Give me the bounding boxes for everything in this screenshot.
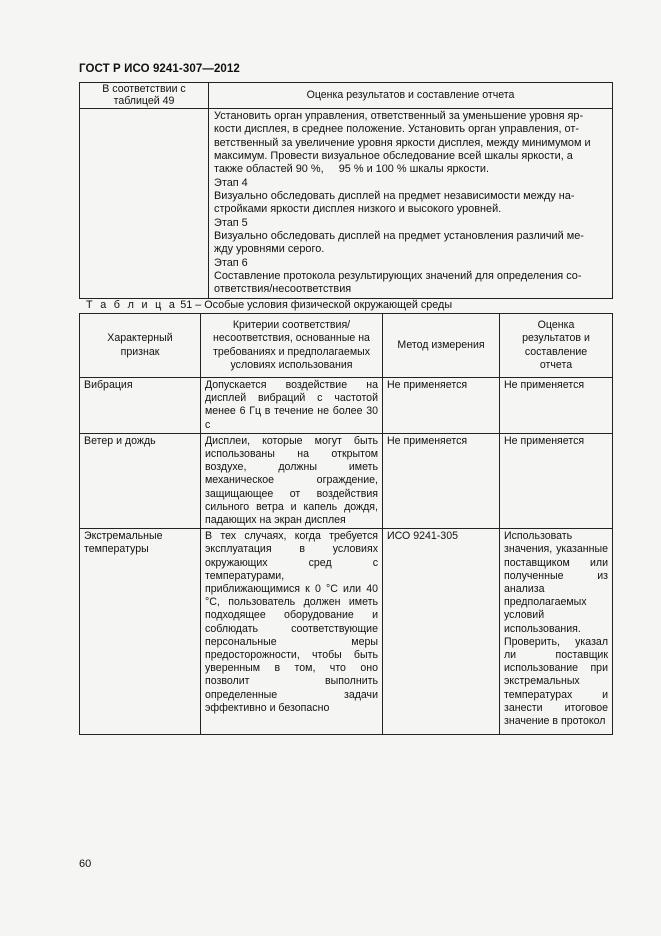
- evaluation-cell: Использовать значения, указанные поставщиком или полученные из анализа предполагаемых условий использования. Проверить, указал ли поставщик использование при экстремальных температурах и занести итоговое значение в протокол: [500, 529, 613, 735]
- text-line: также областей 90 %, 95 % и 100 % шкалы яркости.: [214, 163, 490, 176]
- text-line: Установить орган управления, ответственный за уменьшение уровня яр-: [214, 110, 584, 122]
- header-method: Метод измерения: [383, 314, 500, 378]
- caption-text: 51 – Особые условия физической окружающей среды: [177, 299, 453, 311]
- criteria-cell: В тех случаях, когда требуется эксплуатация в условиях окружающих сред с температурами, приближающимися к 0 °С или 40 °С, пользователь должен иметь подходящее оборудование и соблюдать соответствующие персональные меры предосторожности, чтобы быть уверенным в том, что оно позволит выполнить определенные задачи эффективно и безопасно: [201, 529, 383, 735]
- feature-cell: Экстремальные температуры: [80, 529, 201, 735]
- table-caption: [86, 299, 452, 311]
- document-header: ГОСТ Р ИСО 9241-307—2012: [79, 63, 240, 75]
- criteria-cell: Допускается воздействие на дисплей вибраций с частотой менее 6 Гц в течение не более 30 с: [201, 378, 383, 434]
- text-line: ответствия/несоответствия: [214, 283, 352, 296]
- text-line: максимум. Провести визуальное обследование всей шкалы яркости, а: [214, 150, 573, 163]
- text-line: Составление протокола результирующих значений для определения со-: [214, 270, 582, 283]
- table-row: [80, 529, 613, 735]
- method-cell: Не применяется: [383, 433, 500, 528]
- caption-prefix: Т а б л и ц а: [86, 299, 178, 311]
- text-line: кости дисплея, в среднее положение. Установить орган управления, от-: [214, 123, 579, 136]
- stage-label: Этап 5: [214, 216, 248, 229]
- stage-label: Этап 6: [214, 256, 248, 269]
- table-row: [80, 378, 613, 434]
- header-criteria: Критерии соответствия/несоответствия, основанные на требованиях и предполагаемых условиях использования: [201, 314, 383, 378]
- table1-col1-header: В соответствии с таблицей 49: [80, 83, 209, 109]
- continuation-table: [79, 82, 613, 299]
- evaluation-cell: Не применяется: [500, 378, 613, 434]
- table1-evaluation-cell: [209, 109, 613, 299]
- table-row: [80, 433, 613, 528]
- table1-col2-header: Оценка результатов и составление отчета: [209, 83, 613, 109]
- text-line: Визуально обследовать дисплей на предмет независимости между на-: [214, 190, 575, 203]
- environment-conditions-table: [79, 313, 613, 735]
- feature-cell: Вибрация: [80, 378, 201, 434]
- stage-label: Этап 4: [214, 176, 248, 189]
- text-line: жду уровнями серого.: [214, 243, 325, 256]
- criteria-cell: Дисплеи, которые могут быть использованы на открытом воздухе, должны иметь механическое ограждение, защищающее от воздействия сильного ветра и капель дождя, падающих на экран дисплея: [201, 433, 383, 528]
- evaluation-cell: Не применяется: [500, 433, 613, 528]
- method-cell: Не применяется: [383, 378, 500, 434]
- header-feature: Характерный признак: [80, 314, 201, 378]
- table1-empty-cell: [80, 109, 209, 299]
- header-evaluation: Оценка результатов и составление отчета: [500, 314, 613, 378]
- page-number: 60: [79, 858, 92, 870]
- text-line: ветственный за увеличение уровня яркости дисплея, между минимумом и: [214, 136, 591, 149]
- text-line: стройками яркости дисплея низкого и высокого уровней.: [214, 203, 502, 216]
- feature-cell: Ветер и дождь: [80, 433, 201, 528]
- method-cell: ИСО 9241-305: [383, 529, 500, 735]
- text-line: Визуально обследовать дисплей на предмет установления различий ме-: [214, 230, 584, 243]
